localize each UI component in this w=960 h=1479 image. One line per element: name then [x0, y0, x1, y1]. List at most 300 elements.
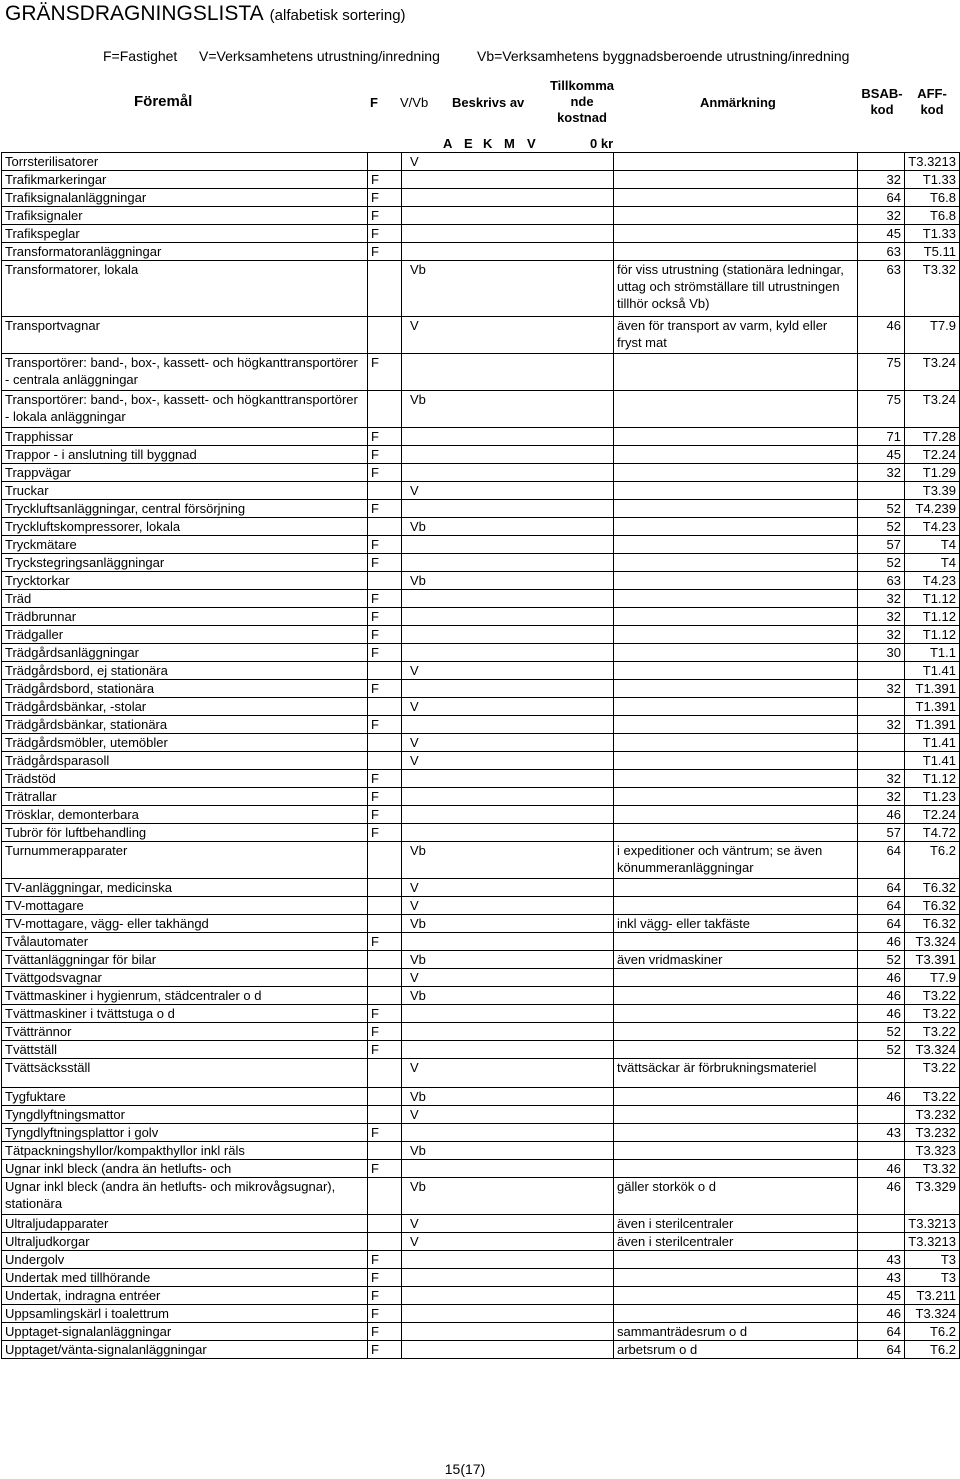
row-bsab: [858, 734, 905, 752]
row-name: Trädgårdsmöbler, utemöbler: [2, 734, 368, 752]
row-remark: [614, 482, 858, 500]
row-bsab: 46: [858, 933, 905, 951]
row-remark: [614, 1269, 858, 1287]
table-row: [2, 554, 960, 572]
row-aff: T3.211: [905, 1287, 960, 1305]
row-vvb: [402, 1041, 614, 1059]
row-aff: T4.72: [905, 824, 960, 842]
row-name: Tyngdlyftningsplattor i golv: [2, 1124, 368, 1142]
row-f: F: [368, 1323, 402, 1341]
row-bsab: 52: [858, 554, 905, 572]
table-row: [2, 752, 960, 770]
table-row: [2, 1233, 960, 1251]
row-aff: T3.24: [905, 354, 960, 391]
row-remark: [614, 626, 858, 644]
row-remark: [614, 464, 858, 482]
row-remark: [614, 243, 858, 261]
row-f: [368, 518, 402, 536]
row-aff: T6.2: [905, 1341, 960, 1359]
row-vvb: [402, 788, 614, 806]
header-described: Beskrivs av: [452, 95, 525, 110]
row-aff: T1.12: [905, 608, 960, 626]
row-vvb: Vb: [402, 842, 614, 879]
row-remark: för viss utrustning (stationära ledningar, uttag och strömställare till utrustningen tillhör också Vb): [614, 261, 858, 317]
row-name: Transportvagnar: [2, 317, 368, 354]
row-aff: T1.23: [905, 788, 960, 806]
table-row: [2, 626, 960, 644]
row-f: [368, 1059, 402, 1088]
row-f: [368, 482, 402, 500]
row-name: Trafikspeglar: [2, 225, 368, 243]
table-row: [2, 207, 960, 225]
row-name: Torrsterilisatorer: [2, 153, 368, 171]
row-vvb: [402, 554, 614, 572]
table-row: [2, 1287, 960, 1305]
row-bsab: 46: [858, 1088, 905, 1106]
row-bsab: 32: [858, 171, 905, 189]
table-row: [2, 951, 960, 969]
row-bsab: 63: [858, 261, 905, 317]
table-row: [2, 317, 960, 354]
row-remark: [614, 1106, 858, 1124]
row-remark: [614, 207, 858, 225]
row-remark: [614, 734, 858, 752]
row-aff: T6.32: [905, 879, 960, 897]
row-vvb: [402, 806, 614, 824]
title-text: GRÄNSDRAGNINGSLISTA: [5, 2, 264, 25]
row-aff: T1.391: [905, 698, 960, 716]
row-remark: [614, 428, 858, 446]
row-vvb: V: [402, 969, 614, 987]
row-name: Ultraljudapparater: [2, 1215, 368, 1233]
table-row: [2, 987, 960, 1005]
row-aff: T4.239: [905, 500, 960, 518]
row-aff: T1.12: [905, 770, 960, 788]
row-vvb: V: [402, 879, 614, 897]
row-vvb: Vb: [402, 987, 614, 1005]
row-vvb: V: [402, 662, 614, 680]
row-aff: T3.24: [905, 391, 960, 428]
row-remark: [614, 1160, 858, 1178]
row-vvb: Vb: [402, 1142, 614, 1160]
row-bsab: 32: [858, 608, 905, 626]
row-f: [368, 915, 402, 933]
row-vvb: [402, 1124, 614, 1142]
table-row: [2, 1178, 960, 1215]
row-vvb: [402, 1023, 614, 1041]
row-bsab: 52: [858, 1041, 905, 1059]
row-f: F: [368, 590, 402, 608]
table-row: [2, 572, 960, 590]
row-f: F: [368, 464, 402, 482]
row-aff: T1.1: [905, 644, 960, 662]
row-aff: T3.324: [905, 1041, 960, 1059]
row-aff: T3.32: [905, 1160, 960, 1178]
table-row: [2, 225, 960, 243]
row-remark: [614, 879, 858, 897]
row-f: F: [368, 933, 402, 951]
row-bsab: 75: [858, 354, 905, 391]
table-row: [2, 500, 960, 518]
row-name: Trädgårdsanläggningar: [2, 644, 368, 662]
table-row: [2, 969, 960, 987]
table-row: [2, 734, 960, 752]
row-f: [368, 1215, 402, 1233]
row-name: Tvättanläggningar för bilar: [2, 951, 368, 969]
row-f: [368, 391, 402, 428]
row-aff: T3.232: [905, 1106, 960, 1124]
table-row: [2, 261, 960, 317]
row-aff: T3.32: [905, 261, 960, 317]
row-bsab: [858, 1142, 905, 1160]
row-bsab: [858, 662, 905, 680]
row-bsab: 43: [858, 1269, 905, 1287]
row-bsab: [858, 1233, 905, 1251]
table-row: [2, 171, 960, 189]
row-bsab: 45: [858, 446, 905, 464]
row-bsab: 46: [858, 1005, 905, 1023]
row-bsab: 43: [858, 1124, 905, 1142]
header-aff: AFF-kod: [917, 86, 947, 117]
row-f: F: [368, 536, 402, 554]
row-bsab: [858, 752, 905, 770]
row-f: F: [368, 207, 402, 225]
header-a: A: [443, 136, 453, 151]
table-row: [2, 680, 960, 698]
header-k: K: [483, 136, 493, 151]
row-bsab: 57: [858, 536, 905, 554]
row-vvb: [402, 1305, 614, 1323]
row-f: F: [368, 1023, 402, 1041]
row-remark: [614, 1005, 858, 1023]
row-aff: T4.23: [905, 518, 960, 536]
row-bsab: 46: [858, 317, 905, 354]
header-v: V: [527, 136, 536, 151]
row-bsab: [858, 1106, 905, 1124]
row-remark: [614, 1287, 858, 1305]
table-row: [2, 464, 960, 482]
row-name: Tvättrännor: [2, 1023, 368, 1041]
row-name: Trappvägar: [2, 464, 368, 482]
row-vvb: [402, 626, 614, 644]
row-bsab: 71: [858, 428, 905, 446]
row-bsab: [858, 698, 905, 716]
row-bsab: 30: [858, 644, 905, 662]
row-name: Tvättsäcksställ: [2, 1059, 368, 1088]
row-f: F: [368, 806, 402, 824]
row-name: Tvättgodsvagnar: [2, 969, 368, 987]
row-remark: [614, 1305, 858, 1323]
row-remark: i expeditioner och väntrum; se även könummeranläggningar: [614, 842, 858, 879]
row-remark: [614, 572, 858, 590]
table-row: [2, 1323, 960, 1341]
row-name: Trycktorkar: [2, 572, 368, 590]
row-f: F: [368, 788, 402, 806]
row-name: Trafiksignalanläggningar: [2, 189, 368, 207]
row-f: [368, 1142, 402, 1160]
row-vvb: Vb: [402, 261, 614, 317]
row-f: [368, 879, 402, 897]
row-remark: även vridmaskiner: [614, 951, 858, 969]
row-vvb: V: [402, 734, 614, 752]
row-remark: [614, 969, 858, 987]
table-row: [2, 1341, 960, 1359]
row-remark: [614, 987, 858, 1005]
row-aff: T6.32: [905, 915, 960, 933]
row-aff: T2.24: [905, 806, 960, 824]
row-vvb: Vb: [402, 572, 614, 590]
row-remark: arbetsrum o d: [614, 1341, 858, 1359]
row-name: Tryckluftsanläggningar, central försörjning: [2, 500, 368, 518]
row-bsab: 46: [858, 969, 905, 987]
row-remark: [614, 189, 858, 207]
row-name: Uppsamlingskärl i toalettrum: [2, 1305, 368, 1323]
table-row: [2, 391, 960, 428]
row-vvb: [402, 500, 614, 518]
row-remark: [614, 590, 858, 608]
table-row: [2, 354, 960, 391]
row-remark: [614, 518, 858, 536]
row-bsab: 46: [858, 1178, 905, 1215]
row-vvb: Vb: [402, 1178, 614, 1215]
title-subtitle: (alfabetisk sortering): [269, 7, 406, 24]
row-f: F: [368, 1251, 402, 1269]
table-row: [2, 1041, 960, 1059]
row-f: F: [368, 446, 402, 464]
header-extra-cost: Tillkomma nde kostnad: [549, 78, 615, 125]
table-row: [2, 770, 960, 788]
row-aff: T1.41: [905, 752, 960, 770]
row-vvb: [402, 354, 614, 391]
row-name: Trädgårdsbord, stationära: [2, 680, 368, 698]
row-f: F: [368, 1160, 402, 1178]
row-aff: T6.8: [905, 207, 960, 225]
row-remark: [614, 608, 858, 626]
row-name: Tryckluftskompressorer, lokala: [2, 518, 368, 536]
legend-vb: Vb=Verksamhetens byggnadsberoende utrustning/inredning: [477, 48, 850, 64]
table-row: [2, 897, 960, 915]
row-name: Träd: [2, 590, 368, 608]
row-name: Trösklar, demonterbara: [2, 806, 368, 824]
row-name: Ugnar inkl bleck (andra än hetlufts- och: [2, 1160, 368, 1178]
row-bsab: 45: [858, 1287, 905, 1305]
table-row: [2, 189, 960, 207]
row-name: Tätpackningshyllor/kompakthyllor inkl räls: [2, 1142, 368, 1160]
table-row: [2, 915, 960, 933]
row-remark: [614, 680, 858, 698]
row-bsab: 63: [858, 243, 905, 261]
row-f: [368, 951, 402, 969]
row-f: [368, 842, 402, 879]
row-vvb: [402, 680, 614, 698]
row-name: Trädgårdsbord, ej stationära: [2, 662, 368, 680]
row-aff: T3.329: [905, 1178, 960, 1215]
row-vvb: [402, 1160, 614, 1178]
table-row: [2, 1005, 960, 1023]
header-m: M: [504, 136, 515, 151]
table-row: [2, 1023, 960, 1041]
row-vvb: V: [402, 317, 614, 354]
row-vvb: Vb: [402, 391, 614, 428]
table-row: [2, 1142, 960, 1160]
row-vvb: V: [402, 153, 614, 171]
row-remark: även i sterilcentraler: [614, 1215, 858, 1233]
row-remark: [614, 716, 858, 734]
row-f: F: [368, 189, 402, 207]
table-row: [2, 1251, 960, 1269]
row-f: [368, 734, 402, 752]
row-bsab: 32: [858, 770, 905, 788]
row-remark: tvättsäckar är förbrukningsmateriel: [614, 1059, 858, 1088]
row-bsab: 32: [858, 680, 905, 698]
row-bsab: 32: [858, 716, 905, 734]
row-bsab: 46: [858, 806, 905, 824]
row-f: F: [368, 626, 402, 644]
row-name: Trapphissar: [2, 428, 368, 446]
row-vvb: V: [402, 1233, 614, 1251]
row-name: Trätrallar: [2, 788, 368, 806]
row-remark: inkl vägg- eller takfäste: [614, 915, 858, 933]
row-vvb: [402, 590, 614, 608]
row-name: Tryckmätare: [2, 536, 368, 554]
table-row: [2, 536, 960, 554]
row-vvb: V: [402, 752, 614, 770]
row-remark: sammanträdesrum o d: [614, 1323, 858, 1341]
table-row: [2, 1106, 960, 1124]
row-f: [368, 572, 402, 590]
row-name: Transformatoranläggningar: [2, 243, 368, 261]
row-name: Tubrör för luftbehandling: [2, 824, 368, 842]
row-vvb: [402, 1251, 614, 1269]
row-vvb: V: [402, 1059, 614, 1088]
row-aff: T5.11: [905, 243, 960, 261]
row-bsab: 64: [858, 189, 905, 207]
row-name: Upptaget-signalanläggningar: [2, 1323, 368, 1341]
row-f: [368, 987, 402, 1005]
row-bsab: 64: [858, 897, 905, 915]
row-name: Trädbrunnar: [2, 608, 368, 626]
row-f: F: [368, 716, 402, 734]
table-row: [2, 1269, 960, 1287]
row-f: [368, 1178, 402, 1215]
row-f: [368, 153, 402, 171]
row-vvb: V: [402, 1215, 614, 1233]
table-row: [2, 879, 960, 897]
row-vvb: V: [402, 482, 614, 500]
row-f: F: [368, 428, 402, 446]
row-f: [368, 752, 402, 770]
row-name: Trafikmarkeringar: [2, 171, 368, 189]
row-aff: T3.3213: [905, 153, 960, 171]
row-vvb: [402, 464, 614, 482]
row-f: F: [368, 1005, 402, 1023]
row-bsab: 64: [858, 1323, 905, 1341]
table-row: [2, 153, 960, 171]
row-name: TV-mottagare: [2, 897, 368, 915]
row-f: F: [368, 554, 402, 572]
table-row: [2, 1059, 960, 1088]
row-aff: T1.41: [905, 662, 960, 680]
row-f: F: [368, 225, 402, 243]
row-remark: [614, 500, 858, 518]
row-remark: gäller storkök o d: [614, 1178, 858, 1215]
row-f: F: [368, 1124, 402, 1142]
table-row: [2, 518, 960, 536]
row-remark: [614, 354, 858, 391]
row-vvb: [402, 716, 614, 734]
row-f: [368, 662, 402, 680]
row-aff: T1.12: [905, 590, 960, 608]
page-number: 15(17): [444, 1461, 486, 1477]
row-f: F: [368, 1269, 402, 1287]
row-bsab: 52: [858, 518, 905, 536]
row-aff: T6.32: [905, 897, 960, 915]
row-bsab: [858, 1059, 905, 1088]
row-name: Trädgaller: [2, 626, 368, 644]
row-name: Trafiksignaler: [2, 207, 368, 225]
boundary-table: [1, 152, 960, 1359]
header-e: E: [464, 136, 473, 151]
row-name: Undertak med tillhörande: [2, 1269, 368, 1287]
row-name: Trädstöd: [2, 770, 368, 788]
row-f: F: [368, 1305, 402, 1323]
row-bsab: 63: [858, 572, 905, 590]
row-remark: [614, 536, 858, 554]
table-row: [2, 806, 960, 824]
row-remark: [614, 1142, 858, 1160]
row-bsab: [858, 1215, 905, 1233]
row-remark: [614, 554, 858, 572]
row-name: Undergolv: [2, 1251, 368, 1269]
row-aff: T1.12: [905, 626, 960, 644]
row-aff: T7.9: [905, 969, 960, 987]
row-remark: även för transport av varm, kyld eller fryst mat: [614, 317, 858, 354]
row-remark: [614, 1124, 858, 1142]
row-vvb: [402, 1341, 614, 1359]
row-remark: [614, 1251, 858, 1269]
row-aff: T4: [905, 536, 960, 554]
row-f: F: [368, 680, 402, 698]
row-name: Turnummerapparater: [2, 842, 368, 879]
row-name: TV-anläggningar, medicinska: [2, 879, 368, 897]
row-bsab: 43: [858, 1251, 905, 1269]
row-remark: [614, 897, 858, 915]
row-bsab: 64: [858, 842, 905, 879]
row-aff: T6.2: [905, 1323, 960, 1341]
row-aff: T3: [905, 1251, 960, 1269]
legend-f: F=Fastighet: [103, 48, 178, 64]
row-aff: T3.323: [905, 1142, 960, 1160]
row-name: Tvättmaskiner i tvättstuga o d: [2, 1005, 368, 1023]
row-bsab: 57: [858, 824, 905, 842]
header-remark: Anmärkning: [700, 95, 776, 110]
row-bsab: 32: [858, 626, 905, 644]
header-vvb: V/Vb: [400, 95, 429, 110]
row-name: TV-mottagare, vägg- eller takhängd: [2, 915, 368, 933]
row-vvb: [402, 644, 614, 662]
row-name: Trädgårdsparasoll: [2, 752, 368, 770]
row-aff: T3.324: [905, 1305, 960, 1323]
legend-v: V=Verksamhetens utrustning/inredning: [199, 48, 440, 64]
row-f: [368, 1233, 402, 1251]
row-remark: även i sterilcentraler: [614, 1233, 858, 1251]
row-aff: T3.39: [905, 482, 960, 500]
row-aff: T3.3213: [905, 1215, 960, 1233]
table-row: [2, 716, 960, 734]
row-name: Ugnar inkl bleck (andra än hetlufts- och mikrovågsugnar), stationära: [2, 1178, 368, 1215]
table-row: [2, 1305, 960, 1323]
row-bsab: 46: [858, 1160, 905, 1178]
